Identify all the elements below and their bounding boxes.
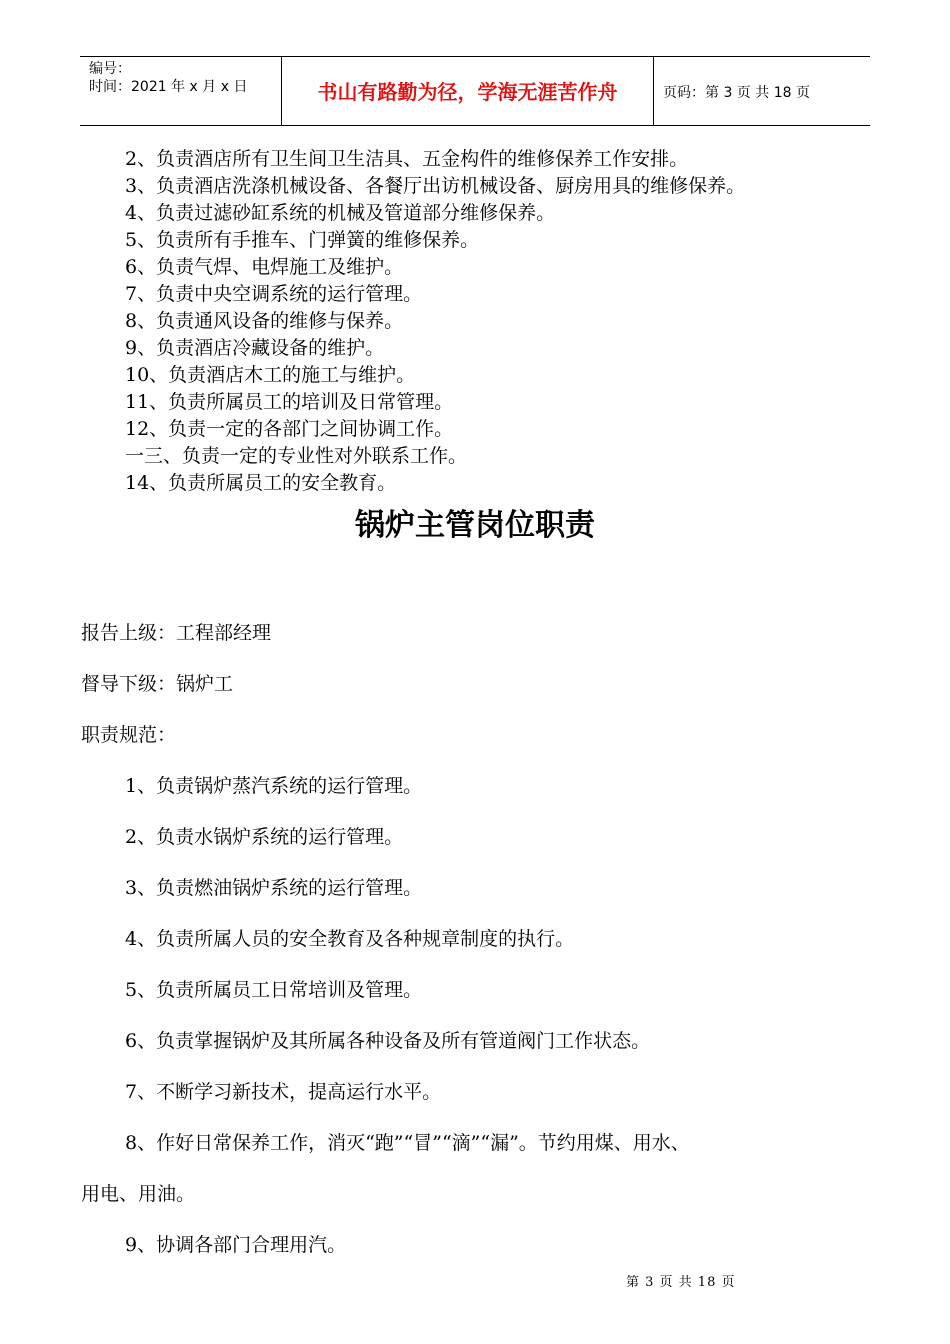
header-motto-cell [282,57,654,125]
duty-item: 1、负责锅炉蒸汽系统的运行管理。 [125,775,423,797]
list-item: 6、负责气焊、电焊施工及维护。 [125,256,404,278]
duty-item: 2、负责水锅炉系统的运行管理。 [125,826,404,848]
duties-heading: 职责规范： [81,724,177,746]
duty-item: 3、负责燃油锅炉系统的运行管理。 [125,877,423,899]
engineering-duties-list [125,146,745,497]
header-page-cell [654,57,870,125]
number-label: 编号： [89,61,131,77]
supervise-line: 督导下级：锅炉工 [81,673,234,695]
list-item: 5、负责所有手推车、门弹簧的维修保养。 [125,229,480,251]
document-header [80,56,870,126]
duty-item: 5、负责所属员工日常培训及管理。 [125,979,423,1001]
duty-item: 9、协调各部门合理用汽。 [125,1234,347,1256]
list-item: 7、负责中央空调系统的运行管理。 [125,283,423,305]
list-item: 12、负责一定的各部门之间协调工作。 [125,418,454,440]
header-left-cell [80,57,282,125]
duty-item: 8、作好日常保养工作，消灭“跑”“冒”“滴”“漏”。节约用煤、用水、 [125,1132,690,1154]
list-item: 3、负责酒店洗涤机械设备、各餐厅出访机械设备、厨房用具的维修保养。 [125,175,746,197]
duty-item: 6、负责掌握锅炉及其所属各种设备及所有管道阀门工作状态。 [125,1030,651,1052]
list-item: 4、负责过滤砂缸系统的机械及管道部分维修保养。 [125,202,556,224]
list-item: 2、负责酒店所有卫生间卫生洁具、五金构件的维修保养工作安排。 [125,148,689,170]
duty-item: 7、不断学习新技术，提高运行水平。 [125,1081,442,1103]
header-page-info: 页码：第 3 页 共 18 页 [663,85,810,101]
list-item: 14、负责所属员工的安全教育。 [125,472,397,494]
list-item: 8、负责通风设备的维修与保养。 [125,310,404,332]
header-motto: 书山有路勤为径，学海无涯苦作舟 [317,80,618,104]
section-title: 锅炉主管岗位职责 [355,508,595,543]
list-item: 9、负责酒店冷藏设备的维护。 [125,337,385,359]
report-to-line: 报告上级：工程部经理 [81,622,272,644]
duty-item: 4、负责所属人员的安全教育及各种规章制度的执行。 [125,928,575,950]
list-item: 10、负责酒店木工的施工与维护。 [125,364,416,386]
list-item: 一三、负责一定的专业性对外联系工作。 [125,445,468,467]
list-item: 11、负责所属员工的培训及日常管理。 [125,391,454,413]
duty-item-continuation: 用电、用油。 [81,1183,196,1205]
date-label: 时间：2021 年 x 月 x 日 [89,79,248,95]
page-footer: 第 3 页 共 18 页 [626,1275,736,1290]
